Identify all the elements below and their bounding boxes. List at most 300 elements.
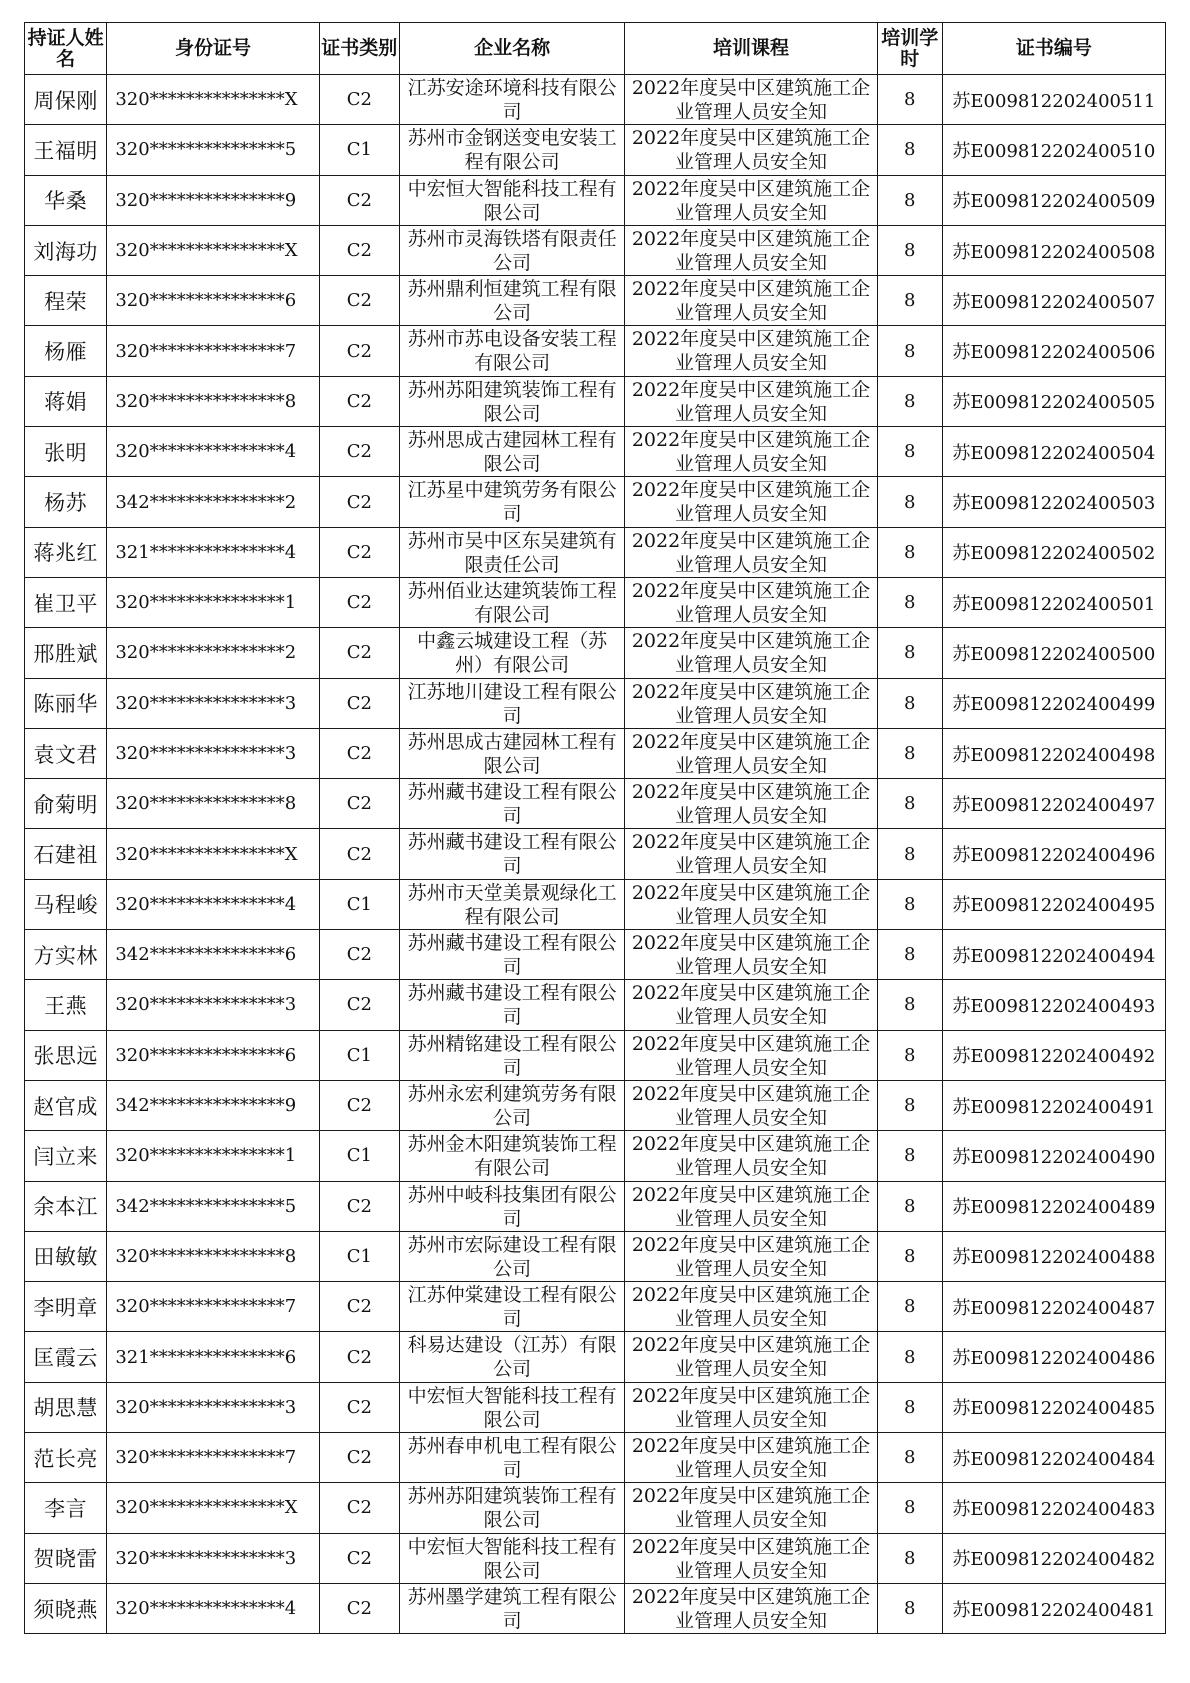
company-cell [399,1433,624,1483]
hours-cell: 8 [877,1332,942,1382]
course-cell [625,628,877,678]
course-text: 2022年度吴中区建筑施工企业管理人员安全知 [631,781,871,828]
hours-cell: 8 [877,628,942,678]
company-cell [399,1231,624,1281]
cert-number-cell: 苏E009812202400481 [942,1583,1165,1633]
cert-number-cell: 苏E009812202400494 [942,930,1165,980]
header-hours: 培训学时 [877,23,942,75]
cert-type-cell: C2 [319,225,399,275]
course-text: 2022年度吴中区建筑施工企业管理人员安全知 [631,1183,871,1230]
course-text: 2022年度吴中区建筑施工企业管理人员安全知 [631,77,871,123]
holder-name-cell: 程荣 [25,276,107,326]
table-row [25,1332,1166,1382]
holder-name-cell: 杨雁 [25,326,107,376]
hours-cell: 8 [877,1181,942,1231]
hours-cell: 8 [877,1483,942,1533]
id-number-cell: 320***************3 [107,678,319,728]
company-text: 苏州藏书建设工程有限公司 [407,932,617,979]
holder-name-cell: 蒋兆红 [25,527,107,577]
certificate-roster-table [24,22,1166,1634]
company-text: 中宏恒大智能科技工程有限公司 [407,1535,617,1582]
holder-name-cell: 须晓燕 [25,1583,107,1633]
hours-cell: 8 [877,75,942,125]
course-cell [625,1483,877,1533]
cert-number-cell: 苏E009812202400509 [942,175,1165,225]
table-row [25,1382,1166,1432]
table-row [25,1131,1166,1181]
header-cert-number: 证书编号 [942,23,1165,75]
cert-number-cell: 苏E009812202400483 [942,1483,1165,1533]
cert-number-cell: 苏E009812202400508 [942,225,1165,275]
cert-type-cell: C2 [319,1433,399,1483]
cert-type-cell: C2 [319,1080,399,1130]
course-text: 2022年度吴中区建筑施工企业管理人员安全知 [631,227,871,274]
id-number-cell: 320***************1 [107,1131,319,1181]
hours-cell: 8 [877,427,942,477]
hours-cell: 8 [877,678,942,728]
id-number-cell: 321***************4 [107,527,319,577]
hours-cell: 8 [877,1382,942,1432]
id-number-cell: 320***************6 [107,1030,319,1080]
course-text: 2022年度吴中区建筑施工企业管理人员安全知 [631,278,871,325]
course-cell [625,829,877,879]
table-row [25,678,1166,728]
course-cell [625,577,877,627]
cert-number-cell: 苏E009812202400499 [942,678,1165,728]
holder-name-cell: 方实林 [25,930,107,980]
company-text: 江苏地川建设工程有限公司 [407,680,617,727]
hours-cell: 8 [877,1131,942,1181]
holder-name-cell: 杨苏 [25,477,107,527]
id-number-cell: 321***************6 [107,1332,319,1382]
course-cell [625,477,877,527]
course-cell [625,1433,877,1483]
cert-type-cell: C2 [319,326,399,376]
cert-number-cell: 苏E009812202400484 [942,1433,1165,1483]
company-cell [399,577,624,627]
id-number-cell: 320***************8 [107,1231,319,1281]
company-text: 苏州精铭建设工程有限公司 [407,1032,617,1079]
table-row [25,527,1166,577]
course-text: 2022年度吴中区建筑施工企业管理人员安全知 [631,932,871,979]
course-text: 2022年度吴中区建筑施工企业管理人员安全知 [631,529,871,576]
hours-cell: 8 [877,980,942,1030]
id-number-cell: 320***************6 [107,276,319,326]
holder-name-cell: 李明章 [25,1282,107,1332]
holder-name-cell: 陈丽华 [25,678,107,728]
table-row [25,225,1166,275]
company-cell [399,75,624,125]
course-cell [625,779,877,829]
cert-type-cell: C2 [319,427,399,477]
table-row [25,980,1166,1030]
holder-name-cell: 余本江 [25,1181,107,1231]
id-number-cell: 320***************5 [107,125,319,175]
cert-number-cell: 苏E009812202400485 [942,1382,1165,1432]
course-cell [625,75,877,125]
id-number-cell: 342***************6 [107,930,319,980]
holder-name-cell: 张思远 [25,1030,107,1080]
cert-type-cell: C2 [319,1533,399,1583]
course-cell [625,326,877,376]
holder-name-cell: 周保刚 [25,75,107,125]
company-text: 苏州思成古建园林工程有限公司 [407,429,617,476]
company-text: 苏州佰业达建筑装饰工程有限公司 [407,579,617,626]
company-cell [399,1483,624,1533]
cert-number-cell: 苏E009812202400500 [942,628,1165,678]
company-cell [399,225,624,275]
table-row [25,1583,1166,1633]
cert-type-cell: C2 [319,980,399,1030]
id-number-cell: 320***************1 [107,577,319,627]
hours-cell: 8 [877,1231,942,1281]
course-cell [625,930,877,980]
hours-cell: 8 [877,225,942,275]
course-text: 2022年度吴中区建筑施工企业管理人员安全知 [631,1032,871,1079]
company-text: 中宏恒大智能科技工程有限公司 [407,1384,617,1431]
table-row [25,125,1166,175]
company-cell [399,1332,624,1382]
cert-type-cell: C1 [319,1030,399,1080]
company-text: 苏州鼎利恒建筑工程有限公司 [407,278,617,325]
cert-number-cell: 苏E009812202400510 [942,125,1165,175]
company-cell [399,276,624,326]
table-row [25,879,1166,929]
course-cell [625,1282,877,1332]
table-row [25,1231,1166,1281]
cert-type-cell: C2 [319,1483,399,1533]
course-cell [625,980,877,1030]
company-text: 中鑫云城建设工程（苏州）有限公司 [417,630,608,677]
cert-number-cell: 苏E009812202400487 [942,1282,1165,1332]
course-cell [625,1131,877,1181]
cert-number-cell: 苏E009812202400497 [942,779,1165,829]
table-row [25,276,1166,326]
course-cell [625,678,877,728]
course-cell [625,1231,877,1281]
holder-name-cell: 崔卫平 [25,577,107,627]
cert-number-cell: 苏E009812202400482 [942,1533,1165,1583]
holder-name-cell: 马程峻 [25,879,107,929]
hours-cell: 8 [877,1583,942,1633]
holder-name-cell: 王燕 [25,980,107,1030]
holder-name-cell: 赵官成 [25,1080,107,1130]
course-text: 2022年度吴中区建筑施工企业管理人员安全知 [631,1334,871,1381]
course-text: 2022年度吴中区建筑施工企业管理人员安全知 [631,579,871,626]
company-text: 苏州思成古建园林工程有限公司 [407,730,617,777]
course-cell [625,1332,877,1382]
cert-number-cell: 苏E009812202400507 [942,276,1165,326]
company-cell [399,1583,624,1633]
course-text: 2022年度吴中区建筑施工企业管理人员安全知 [631,429,871,476]
course-cell [625,1080,877,1130]
company-text: 江苏仲棠建设工程有限公司 [407,1284,617,1331]
company-cell [399,326,624,376]
id-number-cell: 320***************X [107,75,319,125]
course-text: 2022年度吴中区建筑施工企业管理人员安全知 [631,680,871,727]
company-text: 苏州市宏际建设工程有限公司 [407,1233,617,1280]
header-cert-type: 证书类别 [319,23,399,75]
holder-name-cell: 石建祖 [25,829,107,879]
header-course: 培训课程 [625,23,877,75]
hours-cell: 8 [877,728,942,778]
company-text: 苏州金木阳建筑装饰工程有限公司 [407,1133,617,1180]
table-body [25,75,1166,1634]
course-cell [625,1181,877,1231]
holder-name-cell: 胡思慧 [25,1382,107,1432]
cert-number-cell: 苏E009812202400504 [942,427,1165,477]
course-text: 2022年度吴中区建筑施工企业管理人员安全知 [631,1585,871,1632]
company-text: 苏州中岐科技集团有限公司 [407,1183,617,1230]
cert-type-cell: C2 [319,779,399,829]
company-cell [399,427,624,477]
cert-type-cell: C1 [319,1131,399,1181]
hours-cell: 8 [877,829,942,879]
hours-cell: 8 [877,175,942,225]
cert-number-cell: 苏E009812202400503 [942,477,1165,527]
company-text: 苏州市吴中区东吴建筑有限责任公司 [407,529,617,576]
id-number-cell: 320***************X [107,225,319,275]
course-cell [625,376,877,426]
company-cell [399,779,624,829]
course-cell [625,1382,877,1432]
table-row [25,427,1166,477]
holder-name-cell: 闫立来 [25,1131,107,1181]
cert-number-cell: 苏E009812202400489 [942,1181,1165,1231]
table-row [25,930,1166,980]
company-cell [399,527,624,577]
cert-type-cell: C2 [319,577,399,627]
id-number-cell: 320***************2 [107,628,319,678]
table-row [25,829,1166,879]
company-cell [399,980,624,1030]
course-cell [625,728,877,778]
company-text: 中宏恒大智能科技工程有限公司 [407,177,617,224]
company-text: 苏州市天堂美景观绿化工程有限公司 [407,881,617,928]
table-row [25,477,1166,527]
cert-type-cell: C2 [319,477,399,527]
id-number-cell: 320***************4 [107,427,319,477]
cert-number-cell: 苏E009812202400486 [942,1332,1165,1382]
course-text: 2022年度吴中区建筑施工企业管理人员安全知 [631,1485,871,1532]
company-cell [399,829,624,879]
holder-name-cell: 贺晓雷 [25,1533,107,1583]
cert-number-cell: 苏E009812202400511 [942,75,1165,125]
company-cell [399,175,624,225]
course-text: 2022年度吴中区建筑施工企业管理人员安全知 [631,1233,871,1280]
company-text: 苏州墨学建筑工程有限公司 [407,1585,617,1632]
id-number-cell: 320***************4 [107,879,319,929]
cert-type-cell: C2 [319,829,399,879]
company-cell [399,376,624,426]
hours-cell: 8 [877,527,942,577]
table-row [25,728,1166,778]
hours-cell: 8 [877,376,942,426]
cert-number-cell: 苏E009812202400495 [942,879,1165,929]
course-cell [625,1030,877,1080]
table-row [25,1080,1166,1130]
course-text: 2022年度吴中区建筑施工企业管理人员安全知 [631,881,871,928]
holder-name-cell: 华桑 [25,175,107,225]
holder-name-cell: 邢胜斌 [25,628,107,678]
cert-type-cell: C1 [319,125,399,175]
course-text: 2022年度吴中区建筑施工企业管理人员安全知 [631,1082,871,1129]
course-cell [625,175,877,225]
id-number-cell: 320***************X [107,1483,319,1533]
table-row [25,175,1166,225]
course-text: 2022年度吴中区建筑施工企业管理人员安全知 [631,479,871,526]
id-number-cell: 320***************7 [107,1433,319,1483]
course-text: 2022年度吴中区建筑施工企业管理人员安全知 [631,378,871,425]
holder-name-cell: 刘海功 [25,225,107,275]
company-text: 苏州苏阳建筑装饰工程有限公司 [407,1485,617,1532]
course-text: 2022年度吴中区建筑施工企业管理人员安全知 [631,1535,871,1582]
company-text: 江苏安途环境科技有限公司 [407,77,617,123]
company-cell [399,1181,624,1231]
cert-type-cell: C2 [319,1382,399,1432]
company-text: 苏州藏书建设工程有限公司 [407,781,617,828]
id-number-cell: 320***************3 [107,1533,319,1583]
id-number-cell: 320***************8 [107,779,319,829]
hours-cell: 8 [877,930,942,980]
hours-cell: 8 [877,125,942,175]
company-text: 苏州藏书建设工程有限公司 [407,982,617,1029]
table-row [25,1030,1166,1080]
hours-cell: 8 [877,577,942,627]
cert-type-cell: C2 [319,1181,399,1231]
course-text: 2022年度吴中区建筑施工企业管理人员安全知 [631,328,871,375]
cert-type-cell: C2 [319,1583,399,1633]
cert-number-cell: 苏E009812202400502 [942,527,1165,577]
course-cell [625,527,877,577]
company-cell [399,628,624,678]
holder-name-cell: 李言 [25,1483,107,1533]
company-cell [399,930,624,980]
hours-cell: 8 [877,477,942,527]
cert-type-cell: C2 [319,376,399,426]
holder-name-cell: 张明 [25,427,107,477]
table-row [25,326,1166,376]
company-cell [399,678,624,728]
id-number-cell: 320***************7 [107,1282,319,1332]
id-number-cell: 320***************3 [107,728,319,778]
company-text: 苏州藏书建设工程有限公司 [407,831,617,878]
course-cell [625,125,877,175]
holder-name-cell: 田敏敏 [25,1231,107,1281]
header-holder-name: 持证人姓名 [25,23,107,75]
company-text: 江苏星中建筑劳务有限公司 [407,479,617,526]
company-cell [399,728,624,778]
cert-type-cell: C2 [319,75,399,125]
cert-number-cell: 苏E009812202400496 [942,829,1165,879]
table-header-row [25,23,1166,75]
table-row [25,75,1166,125]
certificate-roster-page [24,22,1166,1634]
cert-type-cell: C2 [319,175,399,225]
course-text: 2022年度吴中区建筑施工企业管理人员安全知 [631,1284,871,1331]
holder-name-cell: 蒋娟 [25,376,107,426]
holder-name-cell: 俞菊明 [25,779,107,829]
id-number-cell: 320***************4 [107,1583,319,1633]
company-cell [399,1533,624,1583]
cert-number-cell: 苏E009812202400498 [942,728,1165,778]
holder-name-cell: 匡霞云 [25,1332,107,1382]
company-text: 苏州市苏电设备安装工程有限公司 [407,328,617,375]
holder-name-cell: 袁文君 [25,728,107,778]
cert-type-cell: C2 [319,678,399,728]
cert-type-cell: C2 [319,728,399,778]
cert-type-cell: C2 [319,527,399,577]
company-cell [399,1282,624,1332]
course-cell [625,276,877,326]
cert-number-cell: 苏E009812202400506 [942,326,1165,376]
course-text: 2022年度吴中区建筑施工企业管理人员安全知 [631,177,871,224]
cert-number-cell: 苏E009812202400492 [942,1030,1165,1080]
cert-number-cell: 苏E009812202400491 [942,1080,1165,1130]
course-text: 2022年度吴中区建筑施工企业管理人员安全知 [631,1435,871,1482]
course-text: 2022年度吴中区建筑施工企业管理人员安全知 [631,630,871,677]
cert-type-cell: C2 [319,276,399,326]
cert-type-cell: C2 [319,1282,399,1332]
course-cell [625,427,877,477]
cert-type-cell: C1 [319,879,399,929]
id-number-cell: 320***************3 [107,1382,319,1432]
hours-cell: 8 [877,779,942,829]
holder-name-cell: 王福明 [25,125,107,175]
id-number-cell: 342***************9 [107,1080,319,1130]
hours-cell: 8 [877,1533,942,1583]
cert-type-cell: C1 [319,1231,399,1281]
company-cell [399,1131,624,1181]
company-cell [399,125,624,175]
cert-type-cell: C2 [319,930,399,980]
course-text: 2022年度吴中区建筑施工企业管理人员安全知 [631,1384,871,1431]
id-number-cell: 342***************2 [107,477,319,527]
company-text: 苏州市金钢送变电安装工程有限公司 [407,127,617,174]
company-cell [399,477,624,527]
course-cell [625,1583,877,1633]
company-text: 苏州苏阳建筑装饰工程有限公司 [407,378,617,425]
company-cell [399,1080,624,1130]
table-row [25,1282,1166,1332]
cert-number-cell: 苏E009812202400501 [942,577,1165,627]
id-number-cell: 320***************7 [107,326,319,376]
holder-name-cell: 范长亮 [25,1433,107,1483]
cert-number-cell: 苏E009812202400505 [942,376,1165,426]
course-text: 2022年度吴中区建筑施工企业管理人员安全知 [631,730,871,777]
table-row [25,376,1166,426]
course-cell [625,225,877,275]
company-cell [399,879,624,929]
company-text: 苏州春申机电工程有限公司 [407,1435,617,1482]
id-number-cell: 320***************3 [107,980,319,1030]
id-number-cell: 320***************X [107,829,319,879]
hours-cell: 8 [877,276,942,326]
course-cell [625,1533,877,1583]
course-text: 2022年度吴中区建筑施工企业管理人员安全知 [631,127,871,174]
company-cell [399,1382,624,1432]
table-row [25,779,1166,829]
cert-number-cell: 苏E009812202400488 [942,1231,1165,1281]
hours-cell: 8 [877,326,942,376]
table-row [25,577,1166,627]
table-row [25,628,1166,678]
cert-type-cell: C2 [319,628,399,678]
company-text: 苏州市灵海铁塔有限责任公司 [407,227,617,274]
cert-number-cell: 苏E009812202400493 [942,980,1165,1030]
company-cell [399,1030,624,1080]
table-row [25,1181,1166,1231]
